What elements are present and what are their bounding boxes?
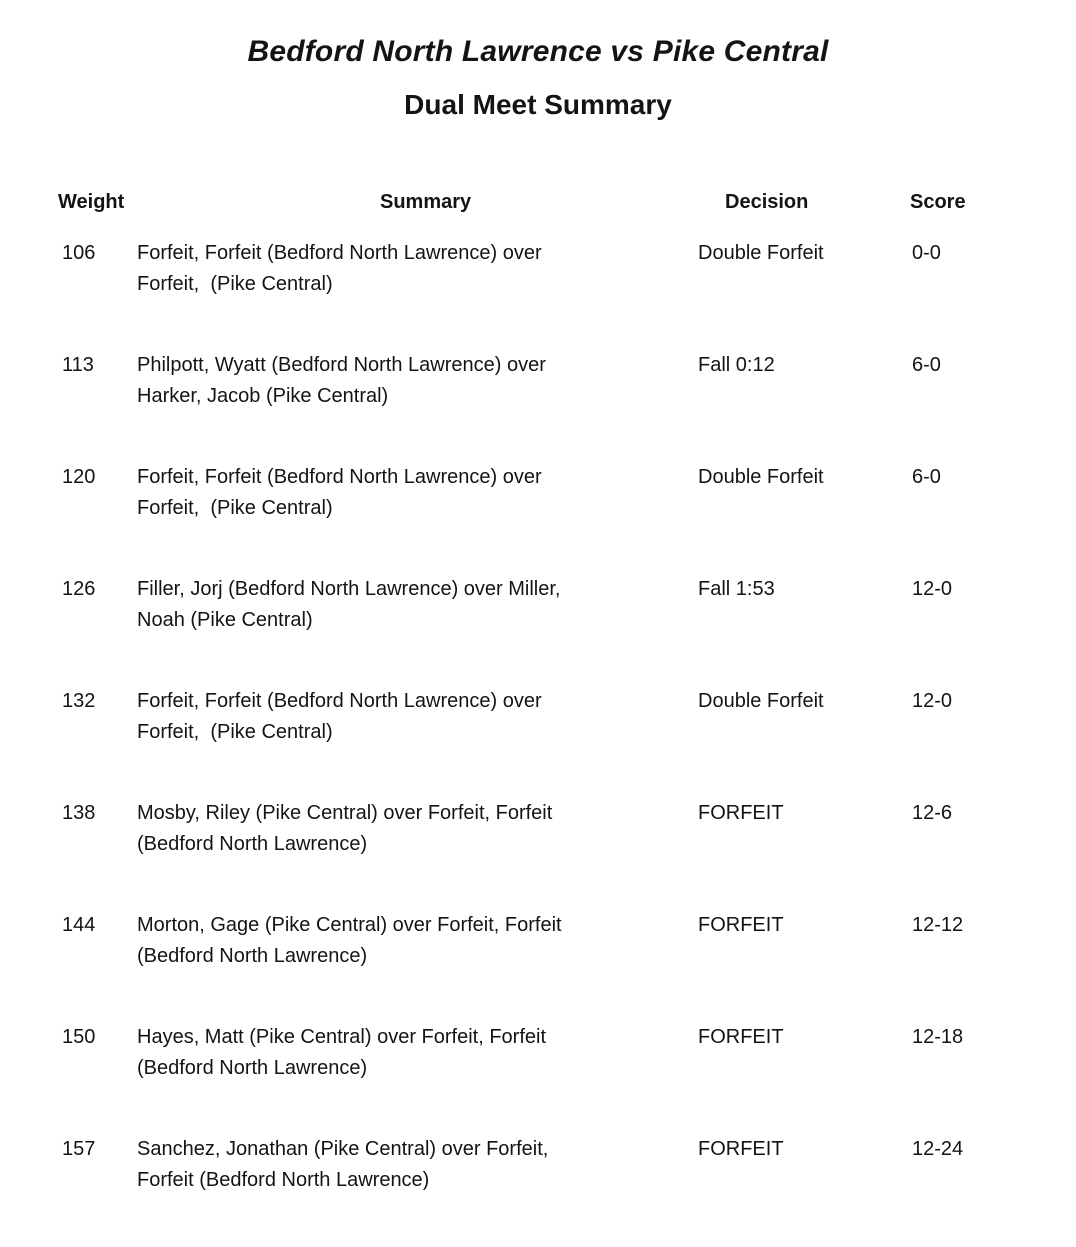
score-cell: 0-0 bbox=[912, 242, 941, 264]
summary-cell bbox=[137, 462, 682, 524]
decision-cell: Double Forfeit bbox=[698, 690, 824, 712]
summary-cell bbox=[137, 910, 682, 972]
decision-cell: FORFEIT bbox=[698, 914, 784, 936]
score-cell: 12-6 bbox=[912, 802, 953, 824]
summary-line-1: Forfeit, Forfeit (Bedford North Lawrence) over bbox=[137, 242, 542, 264]
summary-line-2: (Bedford North Lawrence) bbox=[137, 945, 368, 967]
summary-line-1: Hayes, Matt (Pike Central) over Forfeit, Forfeit bbox=[137, 1026, 547, 1048]
summary-line-2: Forfeit, (Pike Central) bbox=[137, 721, 333, 743]
decision-cell: FORFEIT bbox=[698, 802, 784, 824]
weight-cell: 106 bbox=[62, 242, 96, 264]
summary-line-2: (Bedford North Lawrence) bbox=[137, 833, 368, 855]
table-row bbox=[0, 574, 1076, 686]
summary-cell bbox=[137, 574, 682, 636]
page-subtitle: Dual Meet Summary bbox=[404, 89, 672, 120]
table-row bbox=[0, 910, 1076, 1022]
summary-line-2: Forfeit, (Pike Central) bbox=[137, 273, 333, 295]
decision-cell: Fall 1:53 bbox=[698, 578, 775, 600]
table-row bbox=[0, 1022, 1076, 1134]
table-row bbox=[0, 238, 1076, 350]
weight-cell: 150 bbox=[62, 1026, 96, 1048]
table-row bbox=[0, 686, 1076, 798]
decision-cell: FORFEIT bbox=[698, 1026, 784, 1048]
summary-line-2: Noah (Pike Central) bbox=[137, 609, 313, 631]
summary-line-1: Filler, Jorj (Bedford North Lawrence) over Miller, bbox=[137, 578, 561, 600]
summary-line-1: Morton, Gage (Pike Central) over Forfeit, Forfeit bbox=[137, 914, 562, 936]
decision-cell: Fall 0:12 bbox=[698, 354, 775, 376]
weight-cell: 138 bbox=[62, 802, 96, 824]
summary-line-1: Sanchez, Jonathan (Pike Central) over Forfeit, bbox=[137, 1138, 549, 1160]
decision-cell: Double Forfeit bbox=[698, 242, 824, 264]
score-cell: 12-18 bbox=[912, 1026, 964, 1048]
column-header-summary: Summary bbox=[380, 191, 472, 213]
summary-line-2: Forfeit, (Pike Central) bbox=[137, 497, 333, 519]
weight-cell: 120 bbox=[62, 466, 96, 488]
summary-cell bbox=[137, 1022, 682, 1084]
column-header-decision: Decision bbox=[725, 191, 809, 213]
summary-line-1: Forfeit, Forfeit (Bedford North Lawrence) over bbox=[137, 690, 542, 712]
score-cell: 6-0 bbox=[912, 354, 941, 376]
table-row bbox=[0, 1134, 1076, 1246]
weight-cell: 132 bbox=[62, 690, 96, 712]
match-rows bbox=[0, 238, 1076, 1246]
score-cell: 6-0 bbox=[912, 466, 941, 488]
column-header-weight: Weight bbox=[58, 191, 125, 213]
score-cell: 12-0 bbox=[912, 578, 953, 600]
summary-cell bbox=[137, 798, 682, 860]
column-header-score: Score bbox=[910, 191, 966, 213]
table-row bbox=[0, 798, 1076, 910]
summary-line-1: Mosby, Riley (Pike Central) over Forfeit, Forfeit bbox=[137, 802, 553, 824]
table-row bbox=[0, 350, 1076, 462]
weight-cell: 113 bbox=[62, 354, 94, 376]
table-row bbox=[0, 462, 1076, 574]
weight-cell: 126 bbox=[62, 578, 96, 600]
decision-cell: FORFEIT bbox=[698, 1138, 784, 1160]
summary-line-1: Forfeit, Forfeit (Bedford North Lawrence) over bbox=[137, 466, 542, 488]
summary-cell bbox=[137, 238, 682, 300]
summary-line-2: Forfeit (Bedford North Lawrence) bbox=[137, 1169, 430, 1191]
summary-cell bbox=[137, 1134, 682, 1196]
weight-cell: 144 bbox=[62, 914, 96, 936]
score-cell: 12-0 bbox=[912, 690, 953, 712]
summary-line-2: Harker, Jacob (Pike Central) bbox=[137, 385, 389, 407]
summary-cell bbox=[137, 350, 682, 412]
page-title: Bedford North Lawrence vs Pike Central bbox=[247, 35, 829, 68]
score-cell: 12-24 bbox=[912, 1138, 964, 1160]
score-cell: 12-12 bbox=[912, 914, 964, 936]
weight-cell: 157 bbox=[62, 1138, 96, 1160]
summary-line-1: Philpott, Wyatt (Bedford North Lawrence) over bbox=[137, 354, 546, 376]
summary-line-2: (Bedford North Lawrence) bbox=[137, 1057, 368, 1079]
decision-cell: Double Forfeit bbox=[698, 466, 824, 488]
summary-cell bbox=[137, 686, 682, 748]
